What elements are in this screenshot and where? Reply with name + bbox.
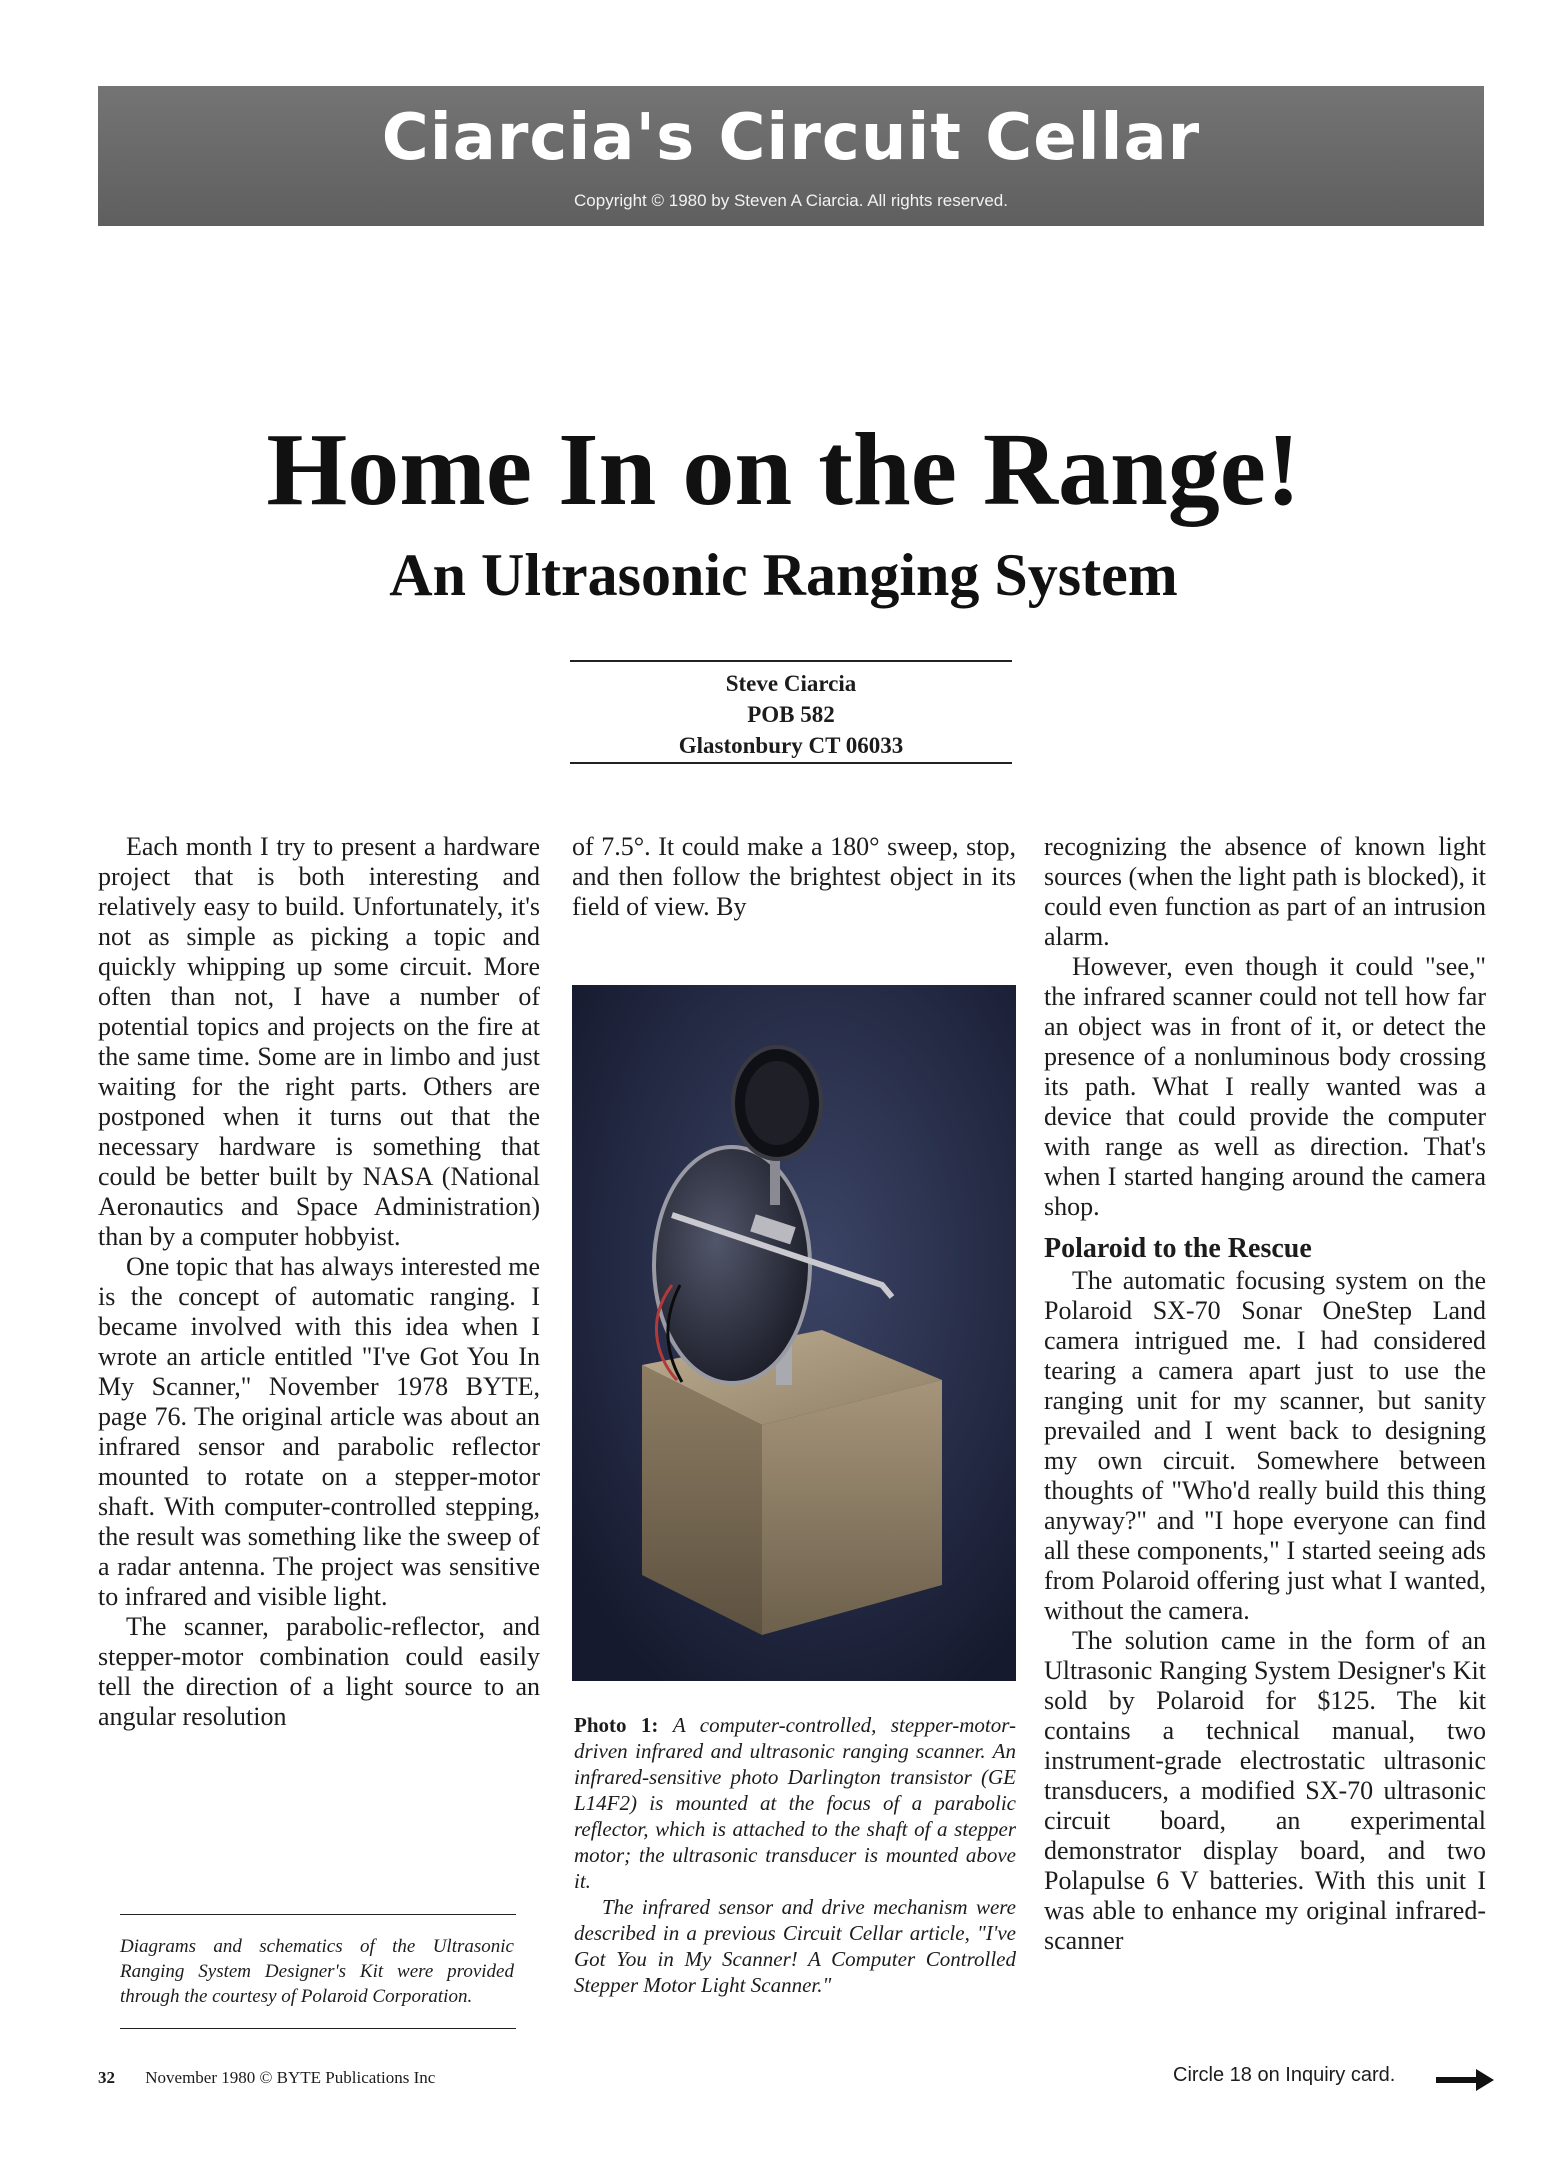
column-3 bbox=[1044, 832, 1486, 1956]
author-address-1: POB 582 bbox=[747, 702, 835, 727]
scanner-illustration bbox=[572, 985, 1016, 1681]
paragraph: The automatic focusing system on the Polaroid SX-70 Sonar OneStep Land camera intrigued me. I had considered tearing a camera apart just to use the ranging unit for my scanner, but sanity prevailed and I went back to designing my own circuit. Somewhere between thoughts of "Who'd really build this thing anyway?" and "I hope everyone can find all these components," I started seeing ads from Polaroid offering just what I wanted, without the camera. bbox=[1044, 1266, 1486, 1625]
page-number: 32 bbox=[98, 2068, 115, 2087]
article-subtitle: An Ultrasonic Ranging System bbox=[389, 542, 1178, 608]
header-banner bbox=[98, 86, 1484, 226]
parabolic-reflector bbox=[654, 1147, 810, 1383]
paragraph: of 7.5°. It could make a 180° sweep, stop, and then follow the brightest object in its field of view. By bbox=[572, 832, 1016, 921]
paragraph: However, even though it could "see," the infrared scanner could not tell how far an object was in front of it, or detect the presence of a nonluminous body crossing its path. What I really wanted was a device that could provide the computer with range as well as direction. That's when I started hanging around the camera shop. bbox=[1044, 952, 1486, 1221]
column-title: Ciarcia's Circuit Cellar bbox=[381, 101, 1201, 175]
note-bottom-rule bbox=[120, 2028, 516, 2029]
article-title: Home In on the Range! bbox=[266, 412, 1301, 527]
photo-caption bbox=[574, 1712, 1016, 1998]
section-heading: Polaroid to the Rescue bbox=[1044, 1233, 1312, 1264]
inquiry-note: Circle 18 on Inquiry card. bbox=[1173, 2064, 1396, 2086]
column-2 bbox=[572, 832, 1016, 922]
paragraph: Each month I try to present a hardware project that is both interesting and relatively easy to build. Unfortunately, it's not as simple as picking a topic and quickly whipping up some circuit. More often than not, I have a number of potential topics and projects on the fire at the same time. Some are in limbo and just waiting for the right parts. Others are postponed when it turns out that the necessary hardware is something that could be better built by NASA (National Aeronautics and Space Administration) than by a computer hobbyist. bbox=[98, 832, 540, 1251]
paragraph: The solution came in the form of an Ultrasonic Ranging System Designer's Kit sold by Polaroid for $125. The kit contains a technical manual, two instrument-grade electrostatic ultrasonic transducers, a modified SX-70 ultrasonic circuit board, an experimental demonstrator display board, and two Polapulse 6 V batteries. With this unit I was able to enhance my original infrared-scanner bbox=[1044, 1626, 1486, 1955]
scanner-photo bbox=[572, 985, 1016, 1681]
caption-label: Photo 1: bbox=[574, 1713, 659, 1737]
caption-text: A computer-controlled, stepper-motor-driven infrared and ultrasonic ranging scanner. An infrared-sensitive photo Darlington transistor (GE L14F2) is mounted at the focus of a parabolic reflector, which is attached to the shaft of a stepper motor; the ultrasonic transducer is mounted above it. bbox=[574, 1713, 1017, 1893]
author-name: Steve Ciarcia bbox=[725, 671, 857, 696]
caption-text-2: The infrared sensor and drive mechanism were described in a previous Circuit Cellar article, "I've Got You in My Scanner! A Computer Controlled Stepper Motor Light Scanner." bbox=[574, 1895, 1016, 1997]
issue-line: November 1980 © BYTE Publications Inc bbox=[145, 2068, 436, 2087]
copyright-notice: Copyright © 1980 by Steven A Ciarcia. All rights reserved. bbox=[574, 191, 1008, 210]
arrow-right-icon bbox=[1436, 2069, 1494, 2091]
author-address-2: Glastonbury CT 06033 bbox=[678, 733, 904, 758]
paragraph: One topic that has always interested me is the concept of automatic ranging. I became involved with this idea when I wrote an article entitled "I've Got You In My Scanner," November 1978 BYTE, page 76. The original article was about an infrared sensor and parabolic reflector mounted to rotate on a stepper-motor shaft. With computer-controlled stepping, the result was something like the sweep of a radar antenna. The project was sensitive to infrared and visible light. bbox=[98, 1252, 540, 1611]
byline-top-rule bbox=[570, 660, 1012, 662]
byline bbox=[570, 668, 1012, 761]
paragraph: recognizing the absence of known light sources (when the light path is blocked), it could even function as part of an intrusion alarm. bbox=[1044, 832, 1486, 951]
column-1 bbox=[98, 832, 540, 1732]
page-footer bbox=[98, 2068, 435, 2088]
courtesy-note: Diagrams and schematics of the Ultrasonic Ranging System Designer's Kit were provided through the courtesy of Polaroid Corporation. bbox=[120, 1936, 514, 2007]
note-top-rule bbox=[120, 1914, 516, 1915]
transducer-grille bbox=[745, 1061, 809, 1145]
paragraph: The scanner, parabolic-reflector, and stepper-motor combination could easily tell the direction of a light source to an angular resolution bbox=[98, 1612, 540, 1731]
byline-bottom-rule bbox=[570, 762, 1012, 764]
